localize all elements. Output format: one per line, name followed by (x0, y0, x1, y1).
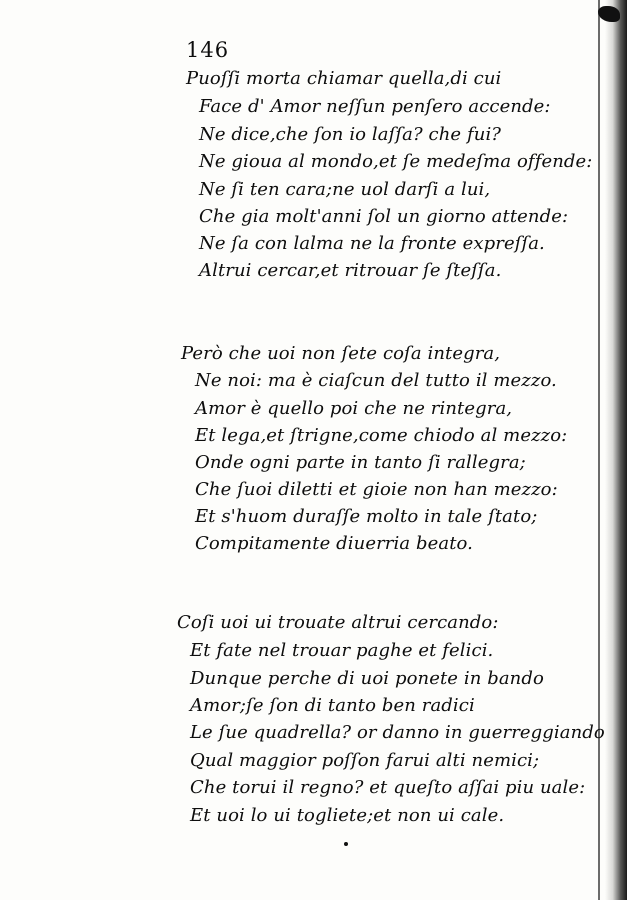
verse-line: Compitamente diuerria beato. (195, 533, 473, 554)
verse-line: Che ſuoi diletti et gioie non han mezzo: (195, 479, 558, 500)
verse-line: Et lega,et ſtrigne,come chiodo al mezzo: (195, 425, 568, 446)
verse-line: Ne gioua al mondo,et ſe medeſma offende: (199, 151, 593, 172)
verse-line: Altrui cercar,et ritrouar ſe ſteſſa. (199, 260, 502, 281)
verse-line: Ne ſa con lalma ne la fronte expreſſa. (199, 233, 545, 254)
ink-speck (344, 842, 348, 846)
verse-line: Et s'huom duraſſe molto in tale ſtato; (195, 506, 538, 527)
verse-line: Et uoi lo ui togliete;et non ui cale. (190, 805, 505, 826)
verse-line: Dunque perche di uoi ponete in bando (190, 668, 544, 689)
page-number: 146 (186, 38, 230, 62)
verse-line: Che torui il regno? et queſto aſſai piu uale: (190, 777, 586, 798)
verse-line: Ne noi: ma è ciaſcun del tutto il mezzo. (195, 370, 557, 391)
ink-blot (598, 6, 620, 22)
verse-line: Qual maggior poſſon farui alti nemici; (190, 750, 540, 771)
verse-line: Puoſſi morta chiamar quella,di cui (186, 68, 502, 89)
verse-line: Amor è quello poi che ne rintegra, (195, 398, 513, 419)
verse-line: Amor;ſe ſon di tanto ben radici (190, 695, 475, 716)
verse-line: Onde ogni parte in tanto ſi rallegra; (195, 452, 526, 473)
page-edge-shadow (605, 0, 627, 900)
page-edge-line (598, 0, 600, 900)
verse-line: Ne ſi ten cara;ne uol darſi a lui, (199, 179, 491, 200)
verse-line: Face d' Amor neſſun penſero accende: (199, 96, 551, 117)
verse-line: Ne dice,che ſon io laſſa? che fui? (199, 124, 502, 145)
verse-line: Et fate nel trouar paghe et felici. (190, 640, 494, 661)
verse-line: Coſi uoi ui trouate altrui cercando: (177, 612, 499, 633)
verse-line: Però che uoi non ſete coſa integra, (181, 343, 501, 364)
verse-line: Le ſue quadrella? or danno in guerreggiando (190, 722, 605, 743)
verse-line: Che gia molt'anni ſol un giorno attende: (199, 206, 569, 227)
